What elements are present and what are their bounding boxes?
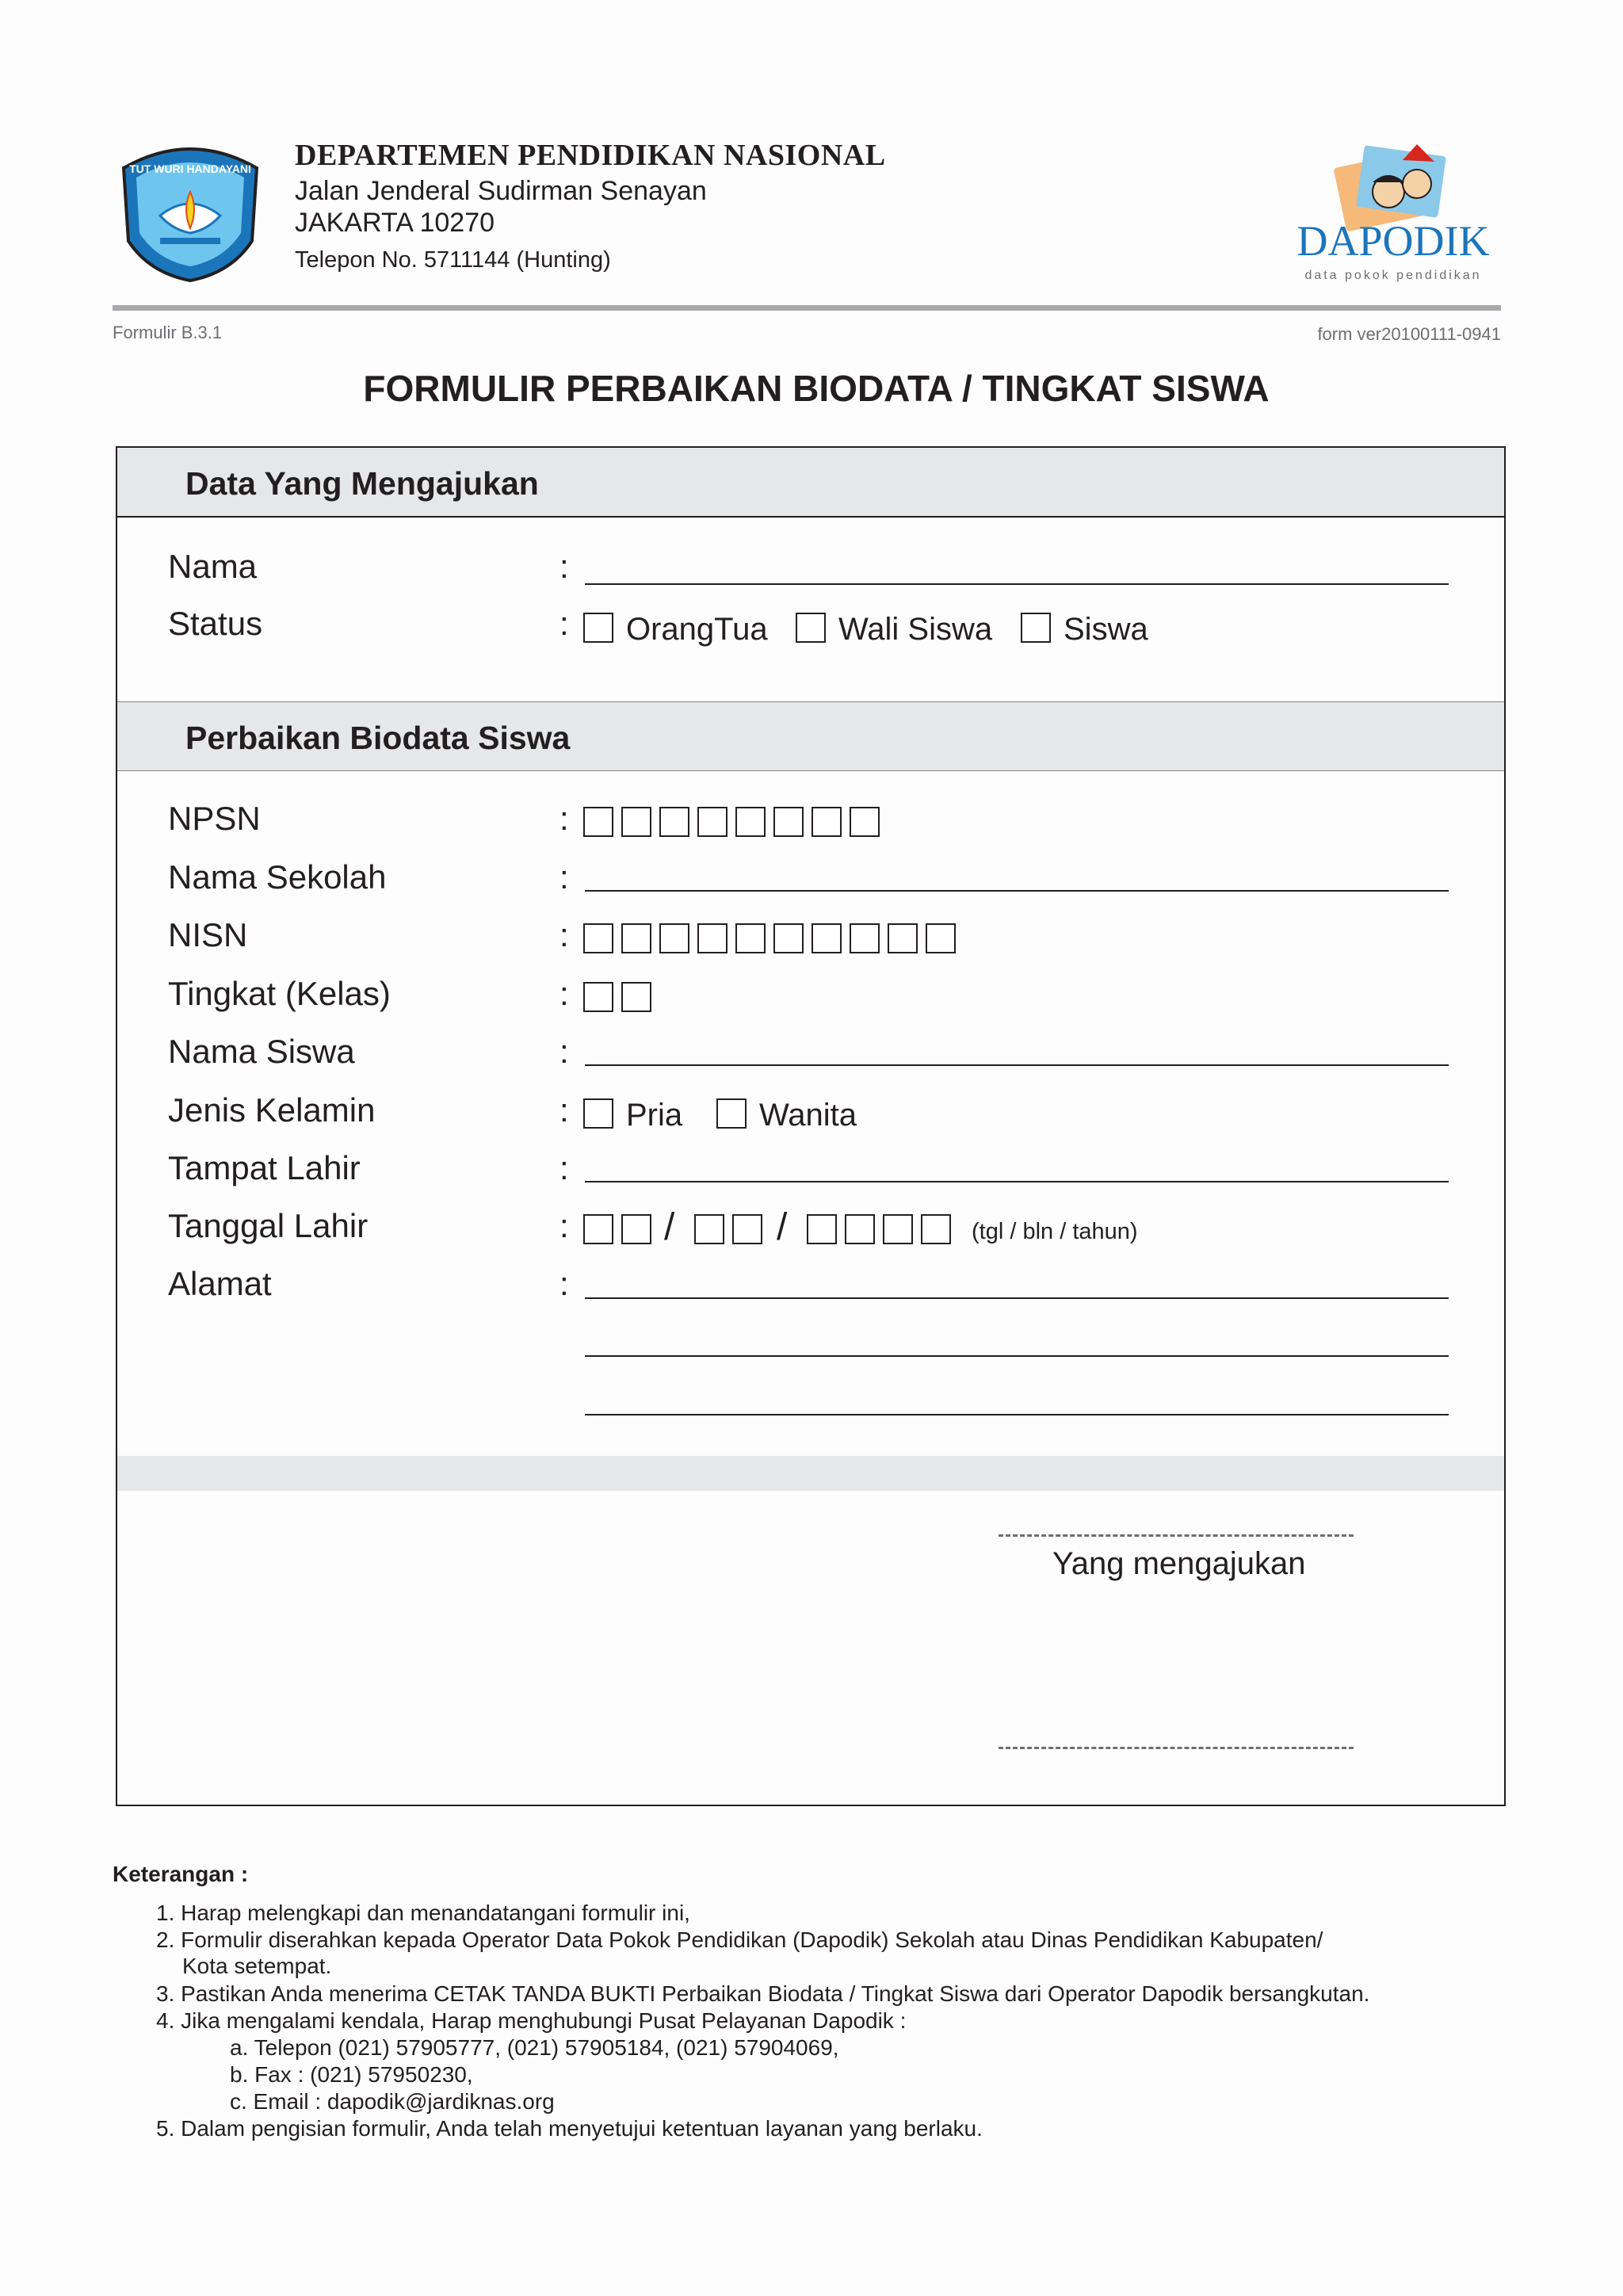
name-label: Nama <box>168 548 258 585</box>
birthdate-month-char-box[interactable] <box>694 1214 724 1244</box>
grade-char-box[interactable] <box>621 982 651 1012</box>
status-label: Status <box>168 605 263 642</box>
nisn-char-box[interactable] <box>659 923 689 953</box>
note-subitem: b. Fax : (021) 57950230, <box>230 2062 473 2087</box>
address-label: Alamat <box>168 1265 272 1302</box>
birthplace-label: Tampat Lahir <box>168 1149 361 1186</box>
nisn-char-box[interactable] <box>583 923 613 953</box>
address-field-line-3[interactable] <box>585 1414 1449 1415</box>
nisn-char-box[interactable] <box>812 923 842 953</box>
birthdate-year-char-box[interactable] <box>883 1214 913 1244</box>
npsn-label: NPSN <box>168 800 261 837</box>
colon: : <box>559 1265 569 1302</box>
note-item: 1. Harap melengkapi dan menandatangani formulir ini, <box>156 1901 690 1925</box>
gender-female-label: Wanita <box>759 1098 857 1133</box>
nisn-char-box[interactable] <box>621 923 651 953</box>
colon: : <box>559 605 569 642</box>
nisn-char-box[interactable] <box>735 923 766 953</box>
gender-male-label: Pria <box>626 1098 683 1133</box>
colon: : <box>559 1091 569 1129</box>
form-box <box>116 446 1506 1806</box>
npsn-char-box[interactable] <box>773 807 804 837</box>
colon: : <box>559 916 569 953</box>
nisn-char-box[interactable] <box>888 923 918 953</box>
birthdate-year-char-box[interactable] <box>845 1214 875 1244</box>
notes-title: Keterangan : <box>113 1862 249 1886</box>
student-name-label: Nama Siswa <box>168 1033 355 1070</box>
phone-number: Telepon No. 5711144 (Hunting) <box>295 247 611 273</box>
status-parent-checkbox[interactable] <box>583 613 613 643</box>
signer-label: Yang mengajukan <box>1052 1546 1306 1581</box>
birthplace-field[interactable] <box>585 1181 1449 1182</box>
status-parent-label: OrangTua <box>626 612 768 647</box>
nisn-char-box[interactable] <box>850 923 880 953</box>
applicant-name-field[interactable] <box>585 583 1449 585</box>
npsn-char-box[interactable] <box>812 807 842 837</box>
signature-line[interactable] <box>999 1747 1354 1749</box>
npsn-char-box[interactable] <box>659 807 689 837</box>
npsn-char-box[interactable] <box>621 807 651 837</box>
colon: : <box>559 1207 569 1244</box>
birthdate-day-char-box[interactable] <box>583 1214 613 1244</box>
nisn-char-box[interactable] <box>926 923 956 953</box>
colon: : <box>559 858 569 896</box>
status-guardian-checkbox[interactable] <box>796 613 826 643</box>
status-guardian-label: Wali Siswa <box>838 612 993 647</box>
address-field-line-2[interactable] <box>585 1355 1449 1357</box>
note-item: 2. Formulir diserahkan kepada Operator Data Pokok Pendidikan (Dapodik) Sekolah atau Dinas Pendidikan Kabupaten/ <box>156 1927 1323 1952</box>
section-divider-band <box>117 1456 1504 1491</box>
colon: : <box>559 1033 569 1070</box>
form-version: form ver20100111-0941 <box>1317 324 1501 344</box>
colon: : <box>559 800 569 837</box>
nisn-label: NISN <box>168 916 248 953</box>
note-item: Kota setempat. <box>182 1954 332 1978</box>
birthdate-day-char-box[interactable] <box>621 1214 651 1244</box>
note-subitem: c. Email : dapodik@jardiknas.org <box>230 2089 555 2114</box>
gender-female-checkbox[interactable] <box>716 1098 747 1129</box>
colon: : <box>559 975 569 1012</box>
birthdate-year-char-box[interactable] <box>921 1214 951 1244</box>
grade-label: Tingkat (Kelas) <box>168 975 391 1012</box>
npsn-char-box[interactable] <box>850 807 880 837</box>
signature-top-line <box>999 1534 1354 1537</box>
address-field-line-1[interactable] <box>585 1297 1449 1299</box>
npsn-char-box[interactable] <box>697 807 727 837</box>
note-item: 5. Dalam pengisian formulir, Anda telah menyetujui ketentuan layanan yang berlaku. <box>156 2116 983 2141</box>
date-separator: / <box>777 1206 788 1248</box>
gender-label: Jenis Kelamin <box>168 1091 376 1129</box>
date-separator: / <box>664 1206 675 1248</box>
dapodik-logo <box>1284 136 1506 292</box>
school-name-label: Nama Sekolah <box>168 858 387 896</box>
status-student-label: Siswa <box>1064 612 1148 647</box>
note-item: 4. Jika mengalami kendala, Harap menghubungi Pusat Pelayanan Dapodik : <box>156 2008 907 2033</box>
note-subitem: a. Telepon (021) 57905777, (021) 57905184, (021) 57904069, <box>230 2035 839 2060</box>
svg-text:TUT WURI HANDAYANI: TUT WURI HANDAYANI <box>129 162 251 175</box>
nisn-char-box[interactable] <box>697 923 727 953</box>
header-divider <box>113 305 1501 311</box>
tut-wuri-handayani-logo <box>113 136 268 284</box>
note-item: 3. Pastikan Anda menerima CETAK TANDA BUKTI Perbaikan Biodata / Tingkat Siswa dari Operator Dapodik bersangkutan. <box>156 1981 1370 2006</box>
section-header-applicant <box>117 448 1504 518</box>
department-name: DEPARTEMEN PENDIDIKAN NASIONAL <box>295 139 886 172</box>
npsn-char-box[interactable] <box>583 807 613 837</box>
birthdate-month-char-box[interactable] <box>732 1214 762 1244</box>
npsn-char-box[interactable] <box>735 807 766 837</box>
birthdate-label: Tanggal Lahir <box>168 1207 369 1244</box>
gender-male-checkbox[interactable] <box>583 1098 613 1129</box>
colon: : <box>559 548 569 585</box>
grade-char-box[interactable] <box>583 982 613 1012</box>
svg-text:DAPODIK: DAPODIK <box>1296 217 1490 265</box>
birthdate-year-char-box[interactable] <box>807 1214 837 1244</box>
section-title: Data Yang Mengajukan <box>185 465 539 502</box>
birthdate-hint: (tgl / bln / tahun) <box>972 1219 1138 1244</box>
student-name-field[interactable] <box>585 1064 1449 1066</box>
nisn-char-box[interactable] <box>773 923 804 953</box>
section-title: Perbaikan Biodata Siswa <box>185 720 571 756</box>
school-name-field[interactable] <box>585 890 1449 892</box>
form-code: Formulir B.3.1 <box>113 323 223 342</box>
address-line-1: Jalan Jenderal Sudirman Senayan <box>295 176 707 206</box>
address-line-2: JAKARTA 10270 <box>295 208 495 238</box>
status-student-checkbox[interactable] <box>1021 613 1051 643</box>
form-title: FORMULIR PERBAIKAN BIODATA / TINGKAT SISWA <box>363 368 1270 409</box>
section-header-biodata <box>117 701 1504 771</box>
svg-text:data pokok pendidikan: data pokok pendidikan <box>1304 269 1482 282</box>
colon: : <box>559 1149 569 1186</box>
